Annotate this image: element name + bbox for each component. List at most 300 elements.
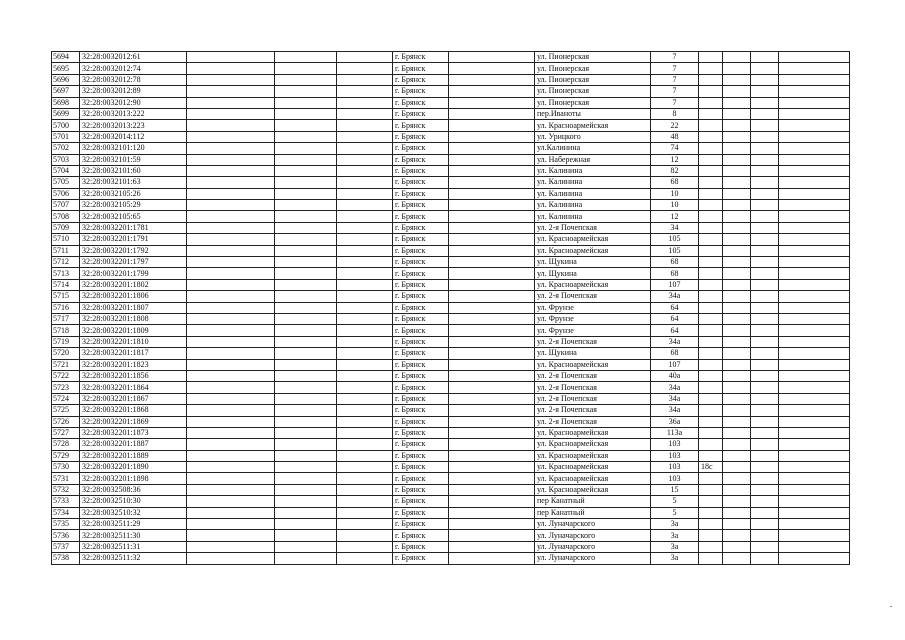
empty-cell xyxy=(449,348,535,359)
empty-cell xyxy=(449,165,535,176)
empty-cell xyxy=(779,234,850,245)
cadastral-number-cell: 32:28:0032201:1807 xyxy=(80,302,187,313)
table-row xyxy=(52,427,850,438)
empty-cell xyxy=(751,427,779,438)
row-number-cell: 5714 xyxy=(52,279,80,290)
table-row xyxy=(52,530,850,541)
cadastral-number-cell: 32:28:0032201:1823 xyxy=(80,359,187,370)
cadastral-number-cell: 32:28:0032201:1868 xyxy=(80,405,187,416)
extra-cell xyxy=(699,165,723,176)
empty-cell xyxy=(275,313,337,324)
empty-cell xyxy=(337,405,393,416)
empty-cell xyxy=(337,257,393,268)
empty-cell xyxy=(187,473,275,484)
empty-cell xyxy=(751,177,779,188)
cadastral-number-cell: 32:28:0032012:78 xyxy=(80,74,187,85)
table-row xyxy=(52,541,850,552)
empty-cell xyxy=(449,211,535,222)
cadastral-number-cell: 32:28:0032511:31 xyxy=(80,541,187,552)
cadastral-number-cell: 32:28:0032201:1817 xyxy=(80,348,187,359)
house-number-cell: 5 xyxy=(651,507,699,518)
empty-cell xyxy=(751,154,779,165)
empty-cell xyxy=(779,427,850,438)
city-cell: г. Брянск xyxy=(393,439,449,450)
table-row xyxy=(52,74,850,85)
empty-cell xyxy=(187,120,275,131)
row-number-cell: 5721 xyxy=(52,359,80,370)
empty-cell xyxy=(779,519,850,530)
empty-cell xyxy=(751,541,779,552)
empty-cell xyxy=(187,52,275,63)
empty-cell xyxy=(723,382,751,393)
empty-cell xyxy=(337,86,393,97)
table-row xyxy=(52,211,850,222)
cadastral-number-cell: 32:28:0032101:63 xyxy=(80,177,187,188)
house-number-cell: 7 xyxy=(651,63,699,74)
extra-cell: 18с xyxy=(699,462,723,473)
scan-speck xyxy=(890,606,892,607)
empty-cell xyxy=(337,313,393,324)
cadastral-number-cell: 32:28:0032201:1802 xyxy=(80,279,187,290)
street-cell: пер.Иваноты xyxy=(535,108,651,119)
empty-cell xyxy=(723,519,751,530)
house-number-cell: 107 xyxy=(651,279,699,290)
empty-cell xyxy=(449,382,535,393)
empty-cell xyxy=(275,268,337,279)
empty-cell xyxy=(275,154,337,165)
row-number-cell: 5699 xyxy=(52,108,80,119)
empty-cell xyxy=(187,348,275,359)
empty-cell xyxy=(449,200,535,211)
empty-cell xyxy=(779,154,850,165)
empty-cell xyxy=(187,154,275,165)
city-cell: г. Брянск xyxy=(393,74,449,85)
empty-cell xyxy=(337,370,393,381)
empty-cell xyxy=(779,405,850,416)
empty-cell xyxy=(337,553,393,564)
street-cell: ул. 2-я Почепская xyxy=(535,393,651,404)
empty-cell xyxy=(449,143,535,154)
cadastral-number-cell: 32:28:0032201:1890 xyxy=(80,462,187,473)
street-cell: ул. Калинина xyxy=(535,165,651,176)
street-cell: ул. Красноармейская xyxy=(535,450,651,461)
row-number-cell: 5709 xyxy=(52,222,80,233)
cadastral-number-cell: 32:28:0032508:36 xyxy=(80,484,187,495)
extra-cell xyxy=(699,177,723,188)
row-number-cell: 5712 xyxy=(52,257,80,268)
cadastral-number-cell: 32:28:0032201:1873 xyxy=(80,427,187,438)
empty-cell xyxy=(337,382,393,393)
empty-cell xyxy=(723,143,751,154)
row-number-cell: 5702 xyxy=(52,143,80,154)
row-number-cell: 5715 xyxy=(52,291,80,302)
house-number-cell: 48 xyxy=(651,131,699,142)
city-cell: г. Брянск xyxy=(393,279,449,290)
street-cell: ул. Пионерская xyxy=(535,97,651,108)
empty-cell xyxy=(275,541,337,552)
row-number-cell: 5732 xyxy=(52,484,80,495)
extra-cell xyxy=(699,530,723,541)
empty-cell xyxy=(779,530,850,541)
empty-cell xyxy=(779,484,850,495)
table-row xyxy=(52,416,850,427)
empty-cell xyxy=(751,291,779,302)
extra-cell xyxy=(699,143,723,154)
street-cell: ул. Луначарского xyxy=(535,530,651,541)
city-cell: г. Брянск xyxy=(393,427,449,438)
house-number-cell: 34а xyxy=(651,291,699,302)
empty-cell xyxy=(723,200,751,211)
empty-cell xyxy=(449,530,535,541)
city-cell: г. Брянск xyxy=(393,473,449,484)
empty-cell xyxy=(187,439,275,450)
empty-cell xyxy=(723,234,751,245)
address-register-table xyxy=(51,51,850,565)
empty-cell xyxy=(723,86,751,97)
empty-cell xyxy=(723,63,751,74)
empty-cell xyxy=(275,177,337,188)
empty-cell xyxy=(275,222,337,233)
empty-cell xyxy=(449,473,535,484)
empty-cell xyxy=(723,484,751,495)
empty-cell xyxy=(449,97,535,108)
empty-cell xyxy=(187,143,275,154)
empty-cell xyxy=(187,131,275,142)
empty-cell xyxy=(275,439,337,450)
empty-cell xyxy=(337,108,393,119)
empty-cell xyxy=(449,405,535,416)
extra-cell xyxy=(699,393,723,404)
empty-cell xyxy=(751,188,779,199)
empty-cell xyxy=(275,120,337,131)
house-number-cell: 10 xyxy=(651,188,699,199)
empty-cell xyxy=(337,427,393,438)
empty-cell xyxy=(337,291,393,302)
table-row xyxy=(52,245,850,256)
empty-cell xyxy=(187,484,275,495)
empty-cell xyxy=(275,200,337,211)
empty-cell xyxy=(187,507,275,518)
empty-cell xyxy=(275,370,337,381)
house-number-cell: 36а xyxy=(651,416,699,427)
empty-cell xyxy=(723,439,751,450)
house-number-cell: 68 xyxy=(651,257,699,268)
empty-cell xyxy=(275,143,337,154)
row-number-cell: 5725 xyxy=(52,405,80,416)
city-cell: г. Брянск xyxy=(393,222,449,233)
empty-cell xyxy=(449,63,535,74)
empty-cell xyxy=(275,519,337,530)
empty-cell xyxy=(751,325,779,336)
empty-cell xyxy=(723,359,751,370)
empty-cell xyxy=(275,257,337,268)
empty-cell xyxy=(723,211,751,222)
empty-cell xyxy=(187,553,275,564)
empty-cell xyxy=(275,450,337,461)
empty-cell xyxy=(275,131,337,142)
empty-cell xyxy=(751,131,779,142)
table-row xyxy=(52,291,850,302)
extra-cell xyxy=(699,97,723,108)
cadastral-number-cell: 32:28:0032201:1797 xyxy=(80,257,187,268)
empty-cell xyxy=(337,473,393,484)
city-cell: г. Брянск xyxy=(393,211,449,222)
empty-cell xyxy=(275,507,337,518)
row-number-cell: 5738 xyxy=(52,553,80,564)
empty-cell xyxy=(751,359,779,370)
empty-cell xyxy=(337,177,393,188)
empty-cell xyxy=(275,462,337,473)
house-number-cell: 74 xyxy=(651,143,699,154)
empty-cell xyxy=(779,177,850,188)
empty-cell xyxy=(449,154,535,165)
empty-cell xyxy=(779,268,850,279)
empty-cell xyxy=(187,200,275,211)
empty-cell xyxy=(337,211,393,222)
city-cell: г. Брянск xyxy=(393,348,449,359)
empty-cell xyxy=(779,291,850,302)
table-row xyxy=(52,97,850,108)
empty-cell xyxy=(187,336,275,347)
empty-cell xyxy=(187,165,275,176)
empty-cell xyxy=(723,405,751,416)
empty-cell xyxy=(723,268,751,279)
extra-cell xyxy=(699,450,723,461)
city-cell: г. Брянск xyxy=(393,405,449,416)
empty-cell xyxy=(723,52,751,63)
extra-cell xyxy=(699,416,723,427)
empty-cell xyxy=(723,462,751,473)
empty-cell xyxy=(751,393,779,404)
empty-cell xyxy=(337,507,393,518)
empty-cell xyxy=(187,222,275,233)
house-number-cell: 40а xyxy=(651,370,699,381)
row-number-cell: 5716 xyxy=(52,302,80,313)
table-row xyxy=(52,382,850,393)
table-row xyxy=(52,462,850,473)
city-cell: г. Брянск xyxy=(393,336,449,347)
table-row xyxy=(52,154,850,165)
empty-cell xyxy=(337,234,393,245)
empty-cell xyxy=(779,63,850,74)
cadastral-number-cell: 32:28:0032201:1806 xyxy=(80,291,187,302)
empty-cell xyxy=(779,74,850,85)
city-cell: г. Брянск xyxy=(393,97,449,108)
city-cell: г. Брянск xyxy=(393,416,449,427)
table-row xyxy=(52,348,850,359)
empty-cell xyxy=(275,108,337,119)
empty-cell xyxy=(449,496,535,507)
street-cell: ул. Пионерская xyxy=(535,74,651,85)
empty-cell xyxy=(751,313,779,324)
empty-cell xyxy=(337,439,393,450)
empty-cell xyxy=(337,188,393,199)
empty-cell xyxy=(779,257,850,268)
cadastral-number-cell: 32:28:0032201:1887 xyxy=(80,439,187,450)
empty-cell xyxy=(275,325,337,336)
street-cell: ул. 2-я Почепская xyxy=(535,291,651,302)
extra-cell xyxy=(699,52,723,63)
row-number-cell: 5711 xyxy=(52,245,80,256)
empty-cell xyxy=(723,313,751,324)
city-cell: г. Брянск xyxy=(393,450,449,461)
extra-cell xyxy=(699,257,723,268)
empty-cell xyxy=(751,553,779,564)
cadastral-number-cell: 32:28:0032511:30 xyxy=(80,530,187,541)
cadastral-number-cell: 32:28:0032013:223 xyxy=(80,120,187,131)
city-cell: г. Брянск xyxy=(393,302,449,313)
empty-cell xyxy=(275,348,337,359)
city-cell: г. Брянск xyxy=(393,120,449,131)
empty-cell xyxy=(337,530,393,541)
empty-cell xyxy=(723,245,751,256)
empty-cell xyxy=(779,325,850,336)
empty-cell xyxy=(751,370,779,381)
extra-cell xyxy=(699,325,723,336)
empty-cell xyxy=(723,541,751,552)
row-number-cell: 5703 xyxy=(52,154,80,165)
empty-cell xyxy=(337,120,393,131)
empty-cell xyxy=(187,450,275,461)
table-row xyxy=(52,313,850,324)
row-number-cell: 5719 xyxy=(52,336,80,347)
cadastral-number-cell: 32:28:0032105:65 xyxy=(80,211,187,222)
extra-cell xyxy=(699,268,723,279)
empty-cell xyxy=(723,496,751,507)
house-number-cell: 7 xyxy=(651,86,699,97)
empty-cell xyxy=(337,393,393,404)
house-number-cell: 34а xyxy=(651,336,699,347)
empty-cell xyxy=(187,496,275,507)
row-number-cell: 5717 xyxy=(52,313,80,324)
empty-cell xyxy=(275,97,337,108)
cadastral-number-cell: 32:28:0032014:112 xyxy=(80,131,187,142)
empty-cell xyxy=(187,530,275,541)
table-row xyxy=(52,450,850,461)
table-row xyxy=(52,484,850,495)
empty-cell xyxy=(723,473,751,484)
city-cell: г. Брянск xyxy=(393,165,449,176)
empty-cell xyxy=(187,382,275,393)
empty-cell xyxy=(779,131,850,142)
city-cell: г. Брянск xyxy=(393,359,449,370)
cadastral-number-cell: 32:28:0032201:1810 xyxy=(80,336,187,347)
empty-cell xyxy=(779,553,850,564)
empty-cell xyxy=(449,291,535,302)
empty-cell xyxy=(187,188,275,199)
house-number-cell: 3а xyxy=(651,541,699,552)
empty-cell xyxy=(337,336,393,347)
empty-cell xyxy=(275,359,337,370)
empty-cell xyxy=(751,473,779,484)
empty-cell xyxy=(449,427,535,438)
empty-cell xyxy=(449,120,535,131)
street-cell: ул. Урицкого xyxy=(535,131,651,142)
empty-cell xyxy=(449,257,535,268)
street-cell: ул.Калинина xyxy=(535,143,651,154)
table-row xyxy=(52,268,850,279)
empty-cell xyxy=(275,473,337,484)
table-row xyxy=(52,177,850,188)
row-number-cell: 5707 xyxy=(52,200,80,211)
empty-cell xyxy=(337,279,393,290)
empty-cell xyxy=(449,131,535,142)
empty-cell xyxy=(751,86,779,97)
empty-cell xyxy=(751,416,779,427)
empty-cell xyxy=(779,507,850,518)
empty-cell xyxy=(337,450,393,461)
street-cell: ул. Пионерская xyxy=(535,52,651,63)
house-number-cell: 34а xyxy=(651,405,699,416)
empty-cell xyxy=(723,530,751,541)
table-row xyxy=(52,336,850,347)
empty-cell xyxy=(337,154,393,165)
street-cell: ул. 2-я Почепская xyxy=(535,382,651,393)
empty-cell xyxy=(449,541,535,552)
street-cell: ул. Красноармейская xyxy=(535,484,651,495)
street-cell: ул. Калинина xyxy=(535,211,651,222)
empty-cell xyxy=(779,86,850,97)
cadastral-number-cell: 32:28:0032510:32 xyxy=(80,507,187,518)
city-cell: г. Брянск xyxy=(393,154,449,165)
empty-cell xyxy=(751,462,779,473)
cadastral-number-cell: 32:28:0032012:74 xyxy=(80,63,187,74)
cadastral-number-cell: 32:28:0032012:89 xyxy=(80,86,187,97)
cadastral-number-cell: 32:28:0032013:222 xyxy=(80,108,187,119)
extra-cell xyxy=(699,382,723,393)
empty-cell xyxy=(187,245,275,256)
extra-cell xyxy=(699,519,723,530)
empty-cell xyxy=(723,120,751,131)
empty-cell xyxy=(275,393,337,404)
empty-cell xyxy=(449,108,535,119)
house-number-cell: 64 xyxy=(651,325,699,336)
empty-cell xyxy=(449,245,535,256)
empty-cell xyxy=(275,405,337,416)
street-cell: ул. Пионерская xyxy=(535,63,651,74)
house-number-cell: 64 xyxy=(651,313,699,324)
house-number-cell: 103 xyxy=(651,450,699,461)
house-number-cell: 68 xyxy=(651,177,699,188)
empty-cell xyxy=(723,291,751,302)
house-number-cell: 7 xyxy=(651,97,699,108)
empty-cell xyxy=(449,393,535,404)
empty-cell xyxy=(751,530,779,541)
cadastral-number-cell: 32:28:0032012:61 xyxy=(80,52,187,63)
cadastral-number-cell: 32:28:0032201:1792 xyxy=(80,245,187,256)
empty-cell xyxy=(751,200,779,211)
house-number-cell: 103 xyxy=(651,439,699,450)
empty-cell xyxy=(187,97,275,108)
empty-cell xyxy=(751,496,779,507)
row-number-cell: 5701 xyxy=(52,131,80,142)
table-row xyxy=(52,200,850,211)
extra-cell xyxy=(699,439,723,450)
empty-cell xyxy=(337,325,393,336)
empty-cell xyxy=(187,291,275,302)
empty-cell xyxy=(723,553,751,564)
house-number-cell: 34 xyxy=(651,222,699,233)
empty-cell xyxy=(187,279,275,290)
city-cell: г. Брянск xyxy=(393,507,449,518)
empty-cell xyxy=(779,462,850,473)
city-cell: г. Брянск xyxy=(393,245,449,256)
city-cell: г. Брянск xyxy=(393,268,449,279)
city-cell: г. Брянск xyxy=(393,496,449,507)
row-number-cell: 5734 xyxy=(52,507,80,518)
empty-cell xyxy=(275,63,337,74)
house-number-cell: 82 xyxy=(651,165,699,176)
